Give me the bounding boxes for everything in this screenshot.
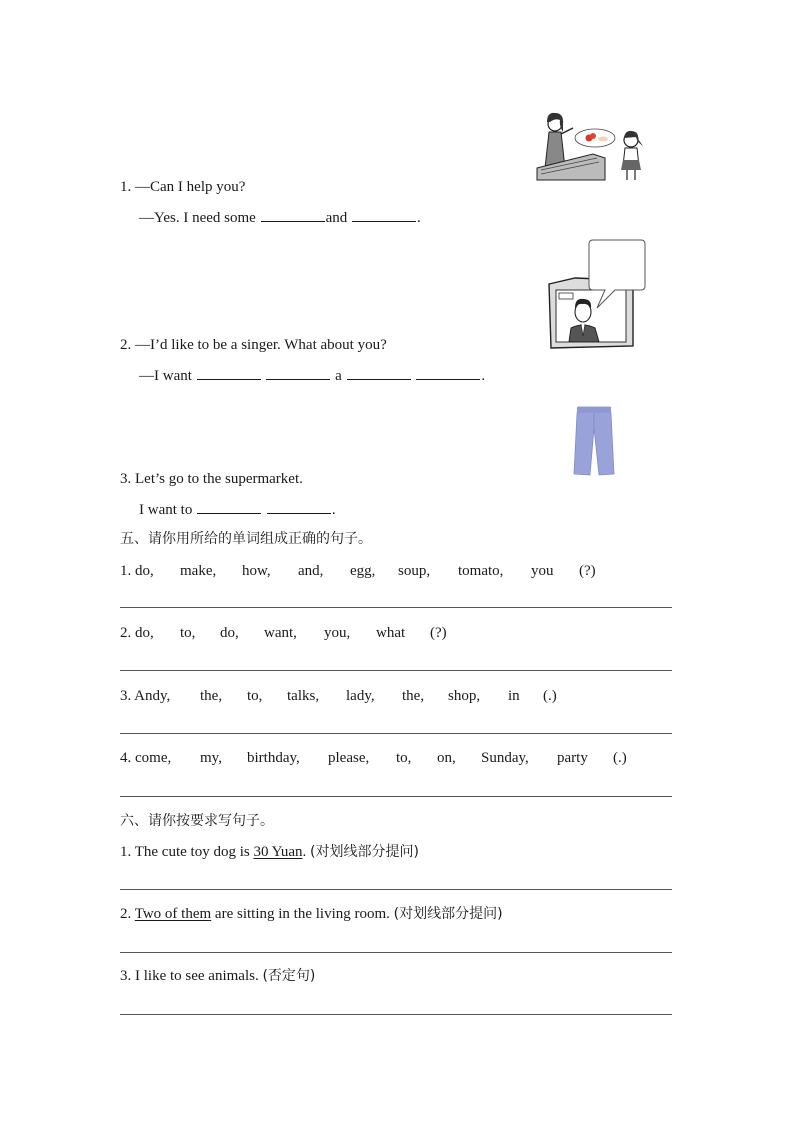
word: talks,: [287, 688, 320, 704]
q3-answer-prefix: I want to: [139, 502, 197, 518]
part6-q2-note: (对划线部分提问): [393, 906, 503, 922]
word: (.): [543, 688, 557, 704]
word: party: [557, 750, 588, 766]
q3-blank-1[interactable]: [197, 500, 261, 514]
pants-illustration: [570, 404, 618, 478]
word: how,: [242, 563, 271, 579]
q1-blank-1[interactable]: [261, 208, 325, 222]
q1-answer-prefix: —Yes. I need some: [139, 210, 260, 226]
part5-answer-line-3[interactable]: [120, 733, 672, 734]
part6-answer-line-3[interactable]: [120, 1014, 672, 1015]
word: (?): [430, 625, 447, 641]
part5-item-2: [120, 624, 680, 642]
word: the,: [402, 688, 425, 704]
word: lady,: [346, 688, 375, 704]
part6-q1-suffix: .: [302, 844, 310, 860]
q2-blank-2[interactable]: [266, 366, 330, 380]
word: you,: [324, 625, 351, 641]
q2-blank-1[interactable]: [197, 366, 261, 380]
part6-answer-line-1[interactable]: [120, 889, 672, 890]
word: egg,: [350, 563, 376, 579]
word: 3. Andy,: [120, 688, 171, 704]
word: in: [508, 688, 520, 704]
q2-answer-line: [139, 366, 485, 385]
q1-question: 1. —Can I help you?: [120, 179, 246, 195]
q3-answer-end: .: [331, 502, 336, 518]
q3-answer-line: [139, 500, 336, 519]
q2-question: 2. —I’d like to be a singer. What about you?: [120, 337, 387, 353]
q3-blank-2[interactable]: [267, 500, 331, 514]
word: please,: [328, 750, 370, 766]
part5-answer-line-4[interactable]: [120, 796, 672, 797]
word: want,: [264, 625, 297, 641]
q1-answer-mid: and: [325, 210, 351, 226]
word: birthday,: [247, 750, 300, 766]
q1-blank-2[interactable]: [352, 208, 416, 222]
part5-answer-line-1[interactable]: [120, 607, 672, 608]
shop-scene-illustration: [533, 108, 653, 182]
word: to,: [396, 750, 412, 766]
word: 1. do,: [120, 563, 154, 579]
q2-answer-mid: a: [331, 368, 346, 384]
word: to,: [180, 625, 196, 641]
word: tomato,: [458, 563, 504, 579]
q1-answer-end: .: [416, 210, 421, 226]
word: shop,: [448, 688, 481, 704]
q2-blank-4[interactable]: [416, 366, 480, 380]
part6-q2-suffix: are sitting in the living room.: [211, 906, 394, 922]
part6-q3-note: (否定句): [262, 968, 316, 984]
part5-heading: 五、请你用所给的单词组成正确的句子。: [120, 531, 372, 547]
word: the,: [200, 688, 223, 704]
word: soup,: [398, 563, 431, 579]
word: (?): [579, 563, 596, 579]
part6-heading: 六、请你按要求写句子。: [120, 813, 274, 829]
word: do,: [220, 625, 239, 641]
part6-q1-prefix: 1. The cute toy dog is: [120, 844, 254, 860]
word: to,: [247, 688, 263, 704]
part5-answer-line-2[interactable]: [120, 670, 672, 671]
q2-answer-prefix: —I want: [139, 368, 196, 384]
word: my,: [200, 750, 222, 766]
q1-answer-line: [139, 208, 421, 227]
part6-q2-underlined: Two of them: [134, 906, 212, 922]
part6-q1-note: (对划线部分提问): [310, 844, 419, 860]
word: you: [531, 563, 554, 579]
tv-host-illustration: [545, 236, 649, 352]
part6-item-2: [120, 905, 503, 923]
word: Sunday,: [481, 750, 529, 766]
part6-q3-text: 3. I like to see animals.: [120, 968, 263, 984]
word: on,: [437, 750, 456, 766]
word: make,: [180, 563, 217, 579]
part6-item-3: [120, 967, 315, 985]
part5-item-1: [120, 562, 680, 580]
part6-item-1: [120, 843, 419, 861]
word: (.): [613, 750, 627, 766]
part6-q1-underlined: 30 Yuan: [253, 844, 303, 860]
word: what: [376, 625, 406, 641]
word: 2. do,: [120, 625, 154, 641]
q2-answer-end: .: [481, 368, 486, 384]
part5-item-3: [120, 687, 680, 705]
word: 4. come,: [120, 750, 172, 766]
part6-q2-prefix: 2.: [120, 906, 135, 922]
q2-blank-3[interactable]: [347, 366, 411, 380]
q3-question: 3. Let’s go to the supermarket.: [120, 471, 303, 487]
word: and,: [298, 563, 324, 579]
part6-answer-line-2[interactable]: [120, 952, 672, 953]
part5-item-4: [120, 749, 680, 767]
